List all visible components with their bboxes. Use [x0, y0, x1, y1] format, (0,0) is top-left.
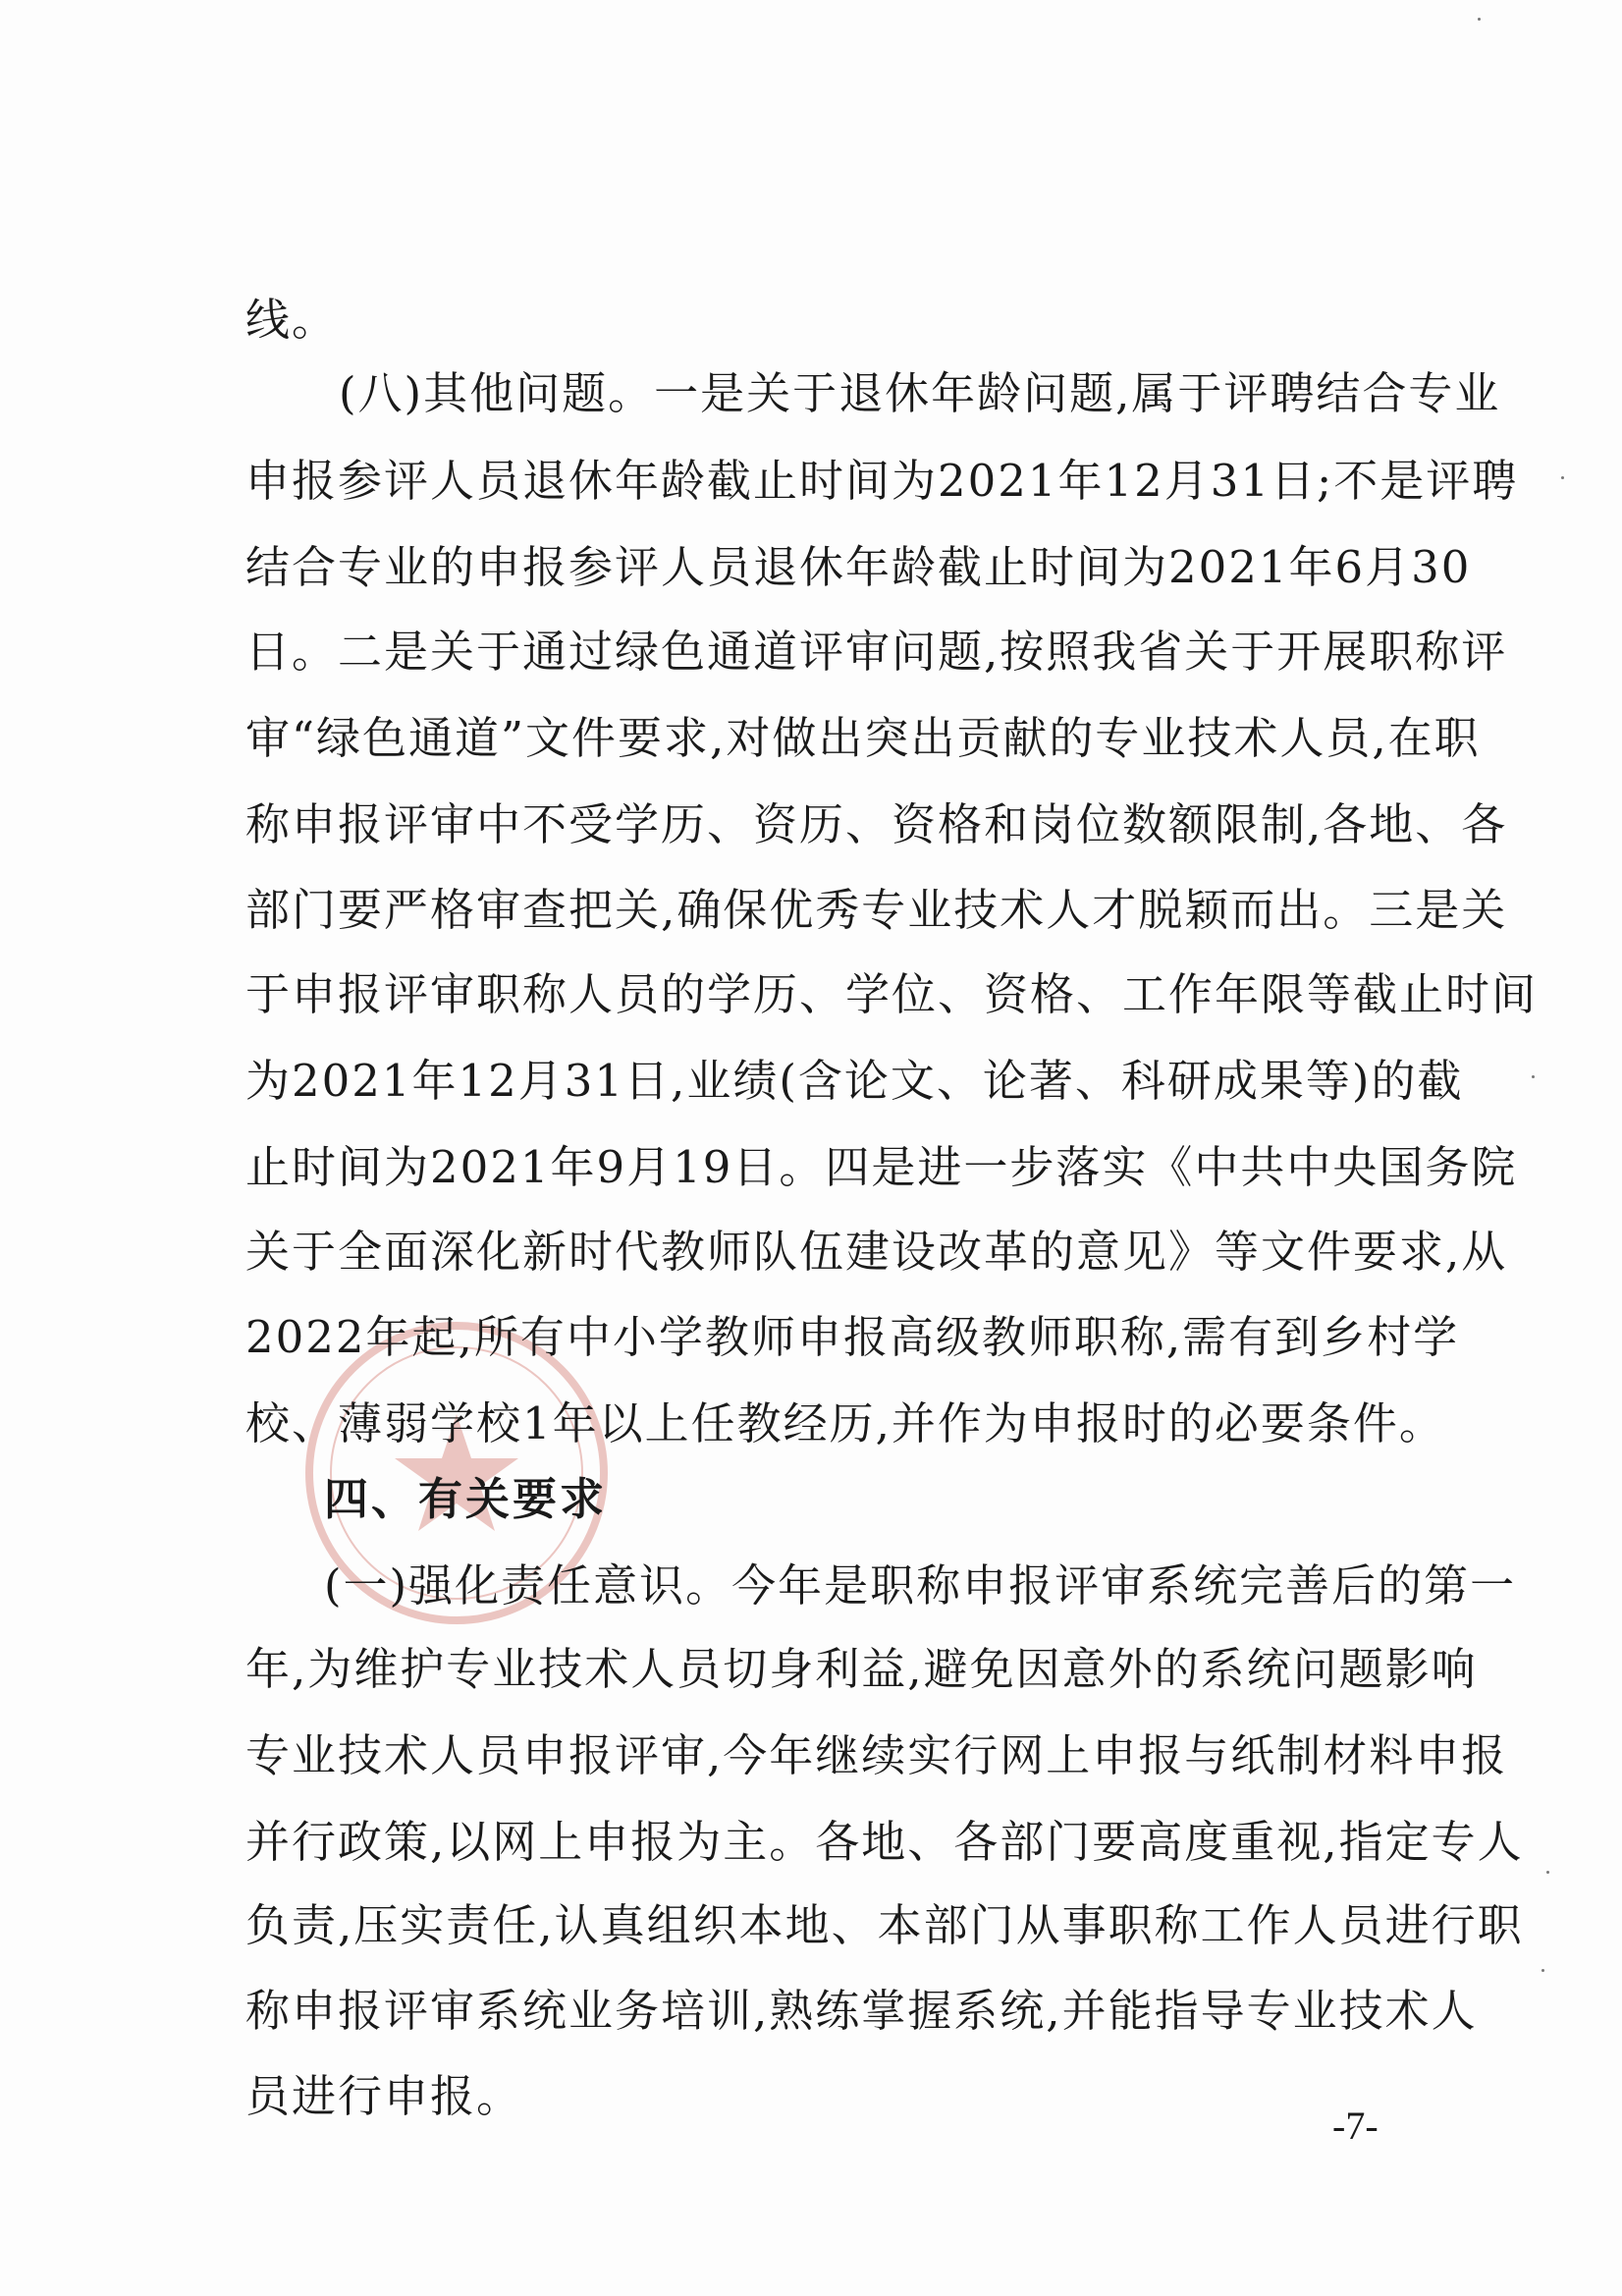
scan-speck — [1546, 1871, 1549, 1874]
paragraph-line: 2022年起,所有中小学教师申报高级教师职称,需有到乡村学 — [245, 1311, 1460, 1363]
paragraph-line: 称申报评审系统业务培训,熟练掌握系统,并能指导专业技术人 — [245, 1985, 1478, 2037]
scan-speck — [1478, 18, 1481, 21]
paragraph-line: 称申报评审中不受学历、资历、资格和岗位数额限制,各地、各 — [245, 798, 1508, 850]
paragraph-line: 为2021年12月31日,业绩(含论文、论著、科研成果等)的截 — [245, 1055, 1464, 1107]
paragraph-line: 并行政策,以网上申报为主。各地、各部门要高度重视,指定专人 — [245, 1816, 1524, 1868]
page-number: -7- — [1332, 2104, 1379, 2148]
paragraph-line: 负责,压实责任,认真组织本地、本部门从事职称工作人员进行职 — [245, 1899, 1524, 1951]
paragraph-line: 年,为维护专业技术人员切身利益,避免因意外的系统问题影响 — [245, 1643, 1478, 1695]
paragraph-line: 日。二是关于通过绿色通道评审问题,按照我省关于开展职称评 — [245, 626, 1508, 678]
paragraph-line: 于申报评审职称人员的学历、学位、资格、工作年限等截止时间 — [245, 968, 1539, 1020]
paragraph-line: (八)其他问题。一是关于退休年龄问题,属于评聘结合专业 — [339, 367, 1501, 419]
paragraph-line: 校、薄弱学校1年以上任教经历,并作为申报时的必要条件。 — [245, 1397, 1445, 1449]
paragraph-line: 关于全面深化新时代教师队伍建设改革的意见》等文件要求,从 — [245, 1226, 1508, 1278]
paragraph-line: 专业技术人员申报评审,今年继续实行网上申报与纸制材料申报 — [245, 1729, 1508, 1781]
scan-speck — [1532, 1075, 1535, 1078]
paragraph-line: 审“绿色通道”文件要求,对做出突出贡献的专业技术人员,在职 — [245, 712, 1481, 764]
paragraph-line: 申报参评人员退休年龄截止时间为2021年12月31日;不是评聘 — [245, 455, 1519, 507]
paragraph-line: 线。 — [245, 294, 339, 346]
paragraph-line: (一)强化责任意识。今年是职称申报评审系统完善后的第一 — [324, 1559, 1517, 1612]
section-heading: 四、有关要求 — [324, 1473, 608, 1525]
paragraph-line: 结合专业的申报参评人员退休年龄截止时间为2021年6月30 — [245, 541, 1472, 593]
scan-speck — [1561, 476, 1564, 479]
paragraph-line: 部门要严格审查把关,确保优秀专业技术人才脱颖而出。三是关 — [245, 884, 1508, 936]
scan-speck — [1541, 1969, 1544, 1972]
paragraph-line: 员进行申报。 — [245, 2070, 523, 2122]
paragraph-line: 止时间为2021年9月19日。四是进一步落实《中共中央国务院 — [245, 1141, 1518, 1193]
